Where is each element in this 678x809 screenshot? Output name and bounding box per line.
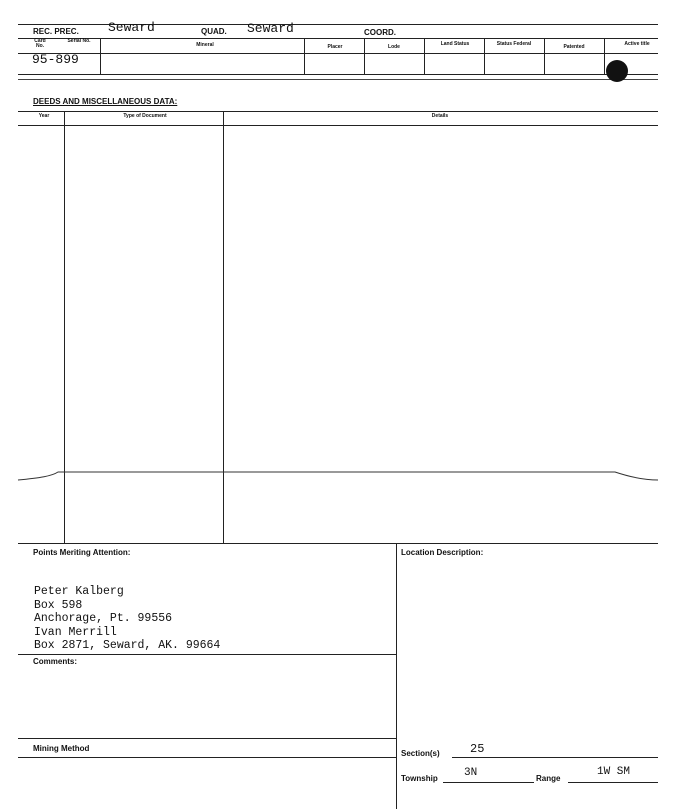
card-number-value: 95-899: [32, 52, 79, 67]
col-divider: [100, 38, 101, 74]
col-divider: [424, 38, 425, 74]
col-serial-no: Serial No.: [67, 38, 91, 44]
address-line: Ivan Merrill: [34, 625, 117, 639]
deeds-section-title: DEEDS AND MISCELLANEOUS DATA:: [33, 97, 178, 106]
section-value[interactable]: 25: [470, 742, 485, 756]
address-line: Anchorage, Pt. 99556: [34, 612, 173, 625]
section-underline: [452, 757, 658, 758]
column-header-bottom-rule: [18, 53, 658, 54]
col-type-of-document: Type of Document: [123, 113, 167, 119]
record-extra-rule: [18, 79, 658, 80]
section-label: Section(s): [401, 749, 440, 758]
coord-label: COORD.: [364, 28, 396, 37]
points-address-block: [34, 585, 220, 653]
township-value[interactable]: 3N: [464, 767, 478, 779]
active-title-mark: [606, 60, 628, 82]
points-label: Points Meriting Attention:: [33, 548, 131, 557]
col-land-status: Land Status: [440, 41, 470, 47]
address-line: Box 2871, Seward, AK. 99664: [34, 639, 221, 652]
col-card-no: Card No.: [34, 38, 46, 49]
deeds-header-bottom-rule: [18, 125, 658, 126]
range-label: Range: [536, 774, 561, 783]
mining-method-top-rule: [18, 738, 396, 739]
quad-value: Seward: [247, 21, 294, 36]
col-divider: [604, 38, 605, 74]
column-header-top-rule: [18, 38, 658, 39]
township-underline: [443, 782, 534, 783]
col-placer: Placer: [327, 44, 343, 50]
address-line: Box 598: [34, 598, 83, 612]
location-label: Location Description:: [401, 548, 484, 557]
rec-prec-value: Seward: [108, 20, 155, 35]
deeds-bottom-rule: [18, 543, 658, 544]
col-year: Year: [38, 113, 50, 119]
comments-rule: [18, 654, 396, 655]
range-underline: [568, 782, 658, 783]
record-bottom-rule: [18, 74, 658, 75]
col-divider: [484, 38, 485, 74]
quad-label: QUAD.: [201, 27, 227, 36]
rec-prec-label: REC. PREC.: [33, 27, 79, 36]
col-status-federal: Status Federal: [496, 41, 532, 47]
address-line: Peter Kalberg: [34, 585, 124, 598]
col-details: Details: [431, 113, 449, 119]
township-label: Township: [401, 774, 438, 783]
col-active-title: Active title: [624, 41, 650, 47]
range-value[interactable]: 1W SM: [597, 766, 631, 778]
fold-line: [0, 466, 678, 486]
deeds-top-rule: [18, 111, 658, 112]
col-divider: [304, 38, 305, 74]
col-lode: Lode: [388, 44, 400, 50]
col-patented: Patented: [563, 44, 585, 50]
col-mineral: Mineral: [196, 42, 214, 48]
location-divider: [396, 543, 397, 809]
col-divider: [544, 38, 545, 74]
mining-method-label: Mining Method: [33, 744, 90, 753]
col-divider: [364, 38, 365, 74]
mining-method-bottom-rule: [18, 757, 396, 758]
comments-label: Comments:: [33, 657, 78, 666]
